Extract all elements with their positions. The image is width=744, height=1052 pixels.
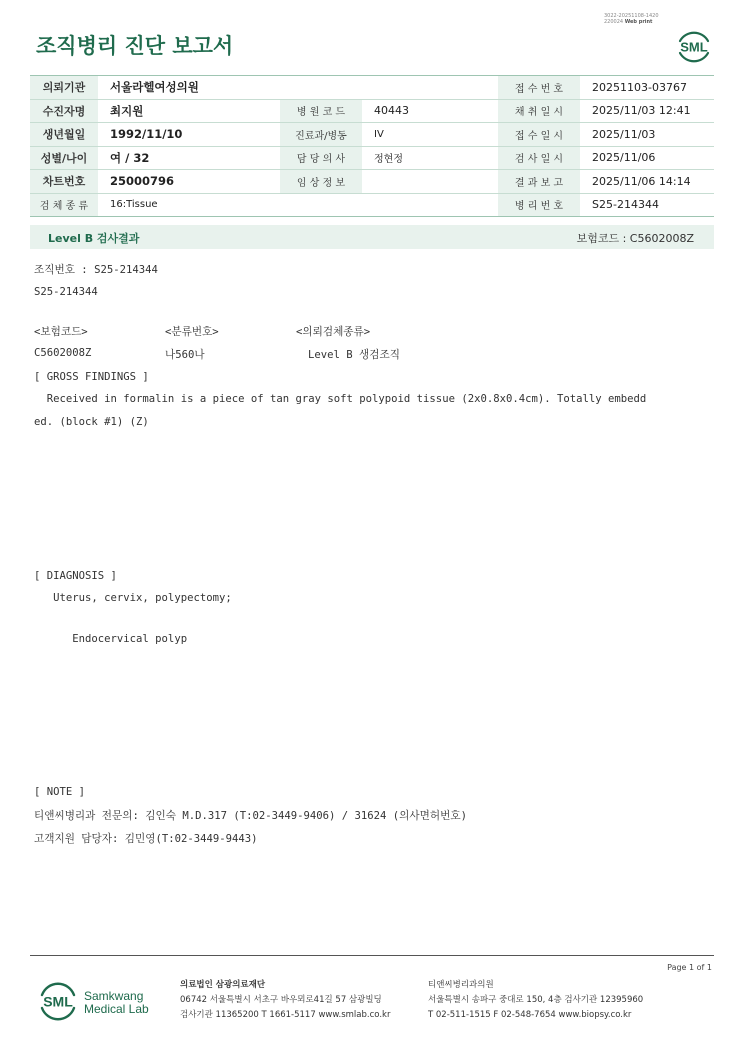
info-row bbox=[30, 170, 714, 194]
dept-value: IV bbox=[362, 123, 498, 147]
page-number: Page 1 of 1 bbox=[667, 963, 712, 972]
hospital-code-value: 40443 bbox=[362, 99, 498, 123]
footer-sml-address: 06742 서울특별시 서초구 바우뫼로41길 57 삼광빌딩 bbox=[180, 995, 382, 1005]
col-header-class: <분류번호> bbox=[165, 326, 219, 338]
print-code bbox=[604, 13, 659, 25]
footer-tnc-address: 서울특별시 송파구 중대로 150, 4층 검사기관 12395960 bbox=[428, 995, 644, 1005]
footer-tnc-name: 티앤씨병리과의원 bbox=[428, 980, 494, 990]
diagnosis-line-1: Uterus, cervix, polypectomy; bbox=[34, 592, 232, 604]
doctor-value: 정현정 bbox=[362, 146, 498, 170]
path-no-value: S25-214344 bbox=[580, 193, 714, 217]
col-header-specimen: <의뢰검체종류> bbox=[296, 326, 371, 338]
hospital-code-label: 병 원 코 드 bbox=[280, 99, 362, 123]
doctor-label: 담 당 의 사 bbox=[280, 146, 362, 170]
tissue-no: S25-214344 bbox=[34, 286, 98, 298]
clinical-label: 임 상 정 보 bbox=[280, 170, 362, 194]
level-title: Level B 검사결과 bbox=[48, 232, 140, 245]
level-bar bbox=[30, 225, 714, 249]
note-title: [ NOTE ] bbox=[34, 786, 86, 798]
diagnosis-title: [ DIAGNOSIS ] bbox=[34, 570, 117, 582]
info-row bbox=[30, 76, 714, 100]
info-row bbox=[30, 99, 714, 123]
footer-sml-contact: 검사기관 11365200 T 1661-5117 www.smlab.co.kr bbox=[180, 1010, 391, 1020]
brand-line-2: Medical Lab bbox=[84, 1002, 149, 1016]
dob-label: 생년월일 bbox=[30, 123, 98, 147]
patient-info-table bbox=[30, 75, 714, 217]
patient-value: 최지원 bbox=[98, 99, 280, 123]
sml-logo-icon bbox=[674, 25, 714, 65]
gross-line-1: Received in formalin is a piece of tan gray soft polypoid tissue (2x0.8x0.4cm). Totally embedd bbox=[34, 393, 647, 405]
diagnosis-line-2: Endocervical polyp bbox=[34, 633, 188, 645]
receipt-no-value: 20251103-03767 bbox=[580, 76, 714, 100]
col-header-insurance: <보험코드> bbox=[34, 326, 88, 338]
specimen-value: 16:Tissue bbox=[98, 193, 498, 217]
collect-date-value: 2025/11/03 12:41 bbox=[580, 99, 714, 123]
footer-tnc-contact: T 02-511-1515 F 02-548-7654 www.biopsy.co.kr bbox=[428, 1010, 632, 1020]
path-no-label: 병 리 번 호 bbox=[498, 193, 580, 217]
brand-name bbox=[84, 990, 149, 1016]
patient-label: 수진자명 bbox=[30, 99, 98, 123]
report-date-label: 결 과 보 고 bbox=[498, 170, 580, 194]
request-org-value: 서울라헬여성의원 bbox=[98, 76, 498, 100]
note-line-1: 티앤씨병리과 전문의: 김인숙 M.D.317 (T:02-3449-9406) / 31624 (의사면허번호) bbox=[34, 810, 467, 822]
receipt-date-value: 2025/11/03 bbox=[580, 123, 714, 147]
footer-sml-name: 의료법인 삼광의료재단 bbox=[180, 980, 266, 990]
note-line-2: 고객지원 담당자: 김민영(T:02-3449-9443) bbox=[34, 833, 258, 845]
sex-age-value: 여 / 32 bbox=[98, 146, 280, 170]
footer-sml-info bbox=[180, 978, 390, 1023]
collect-date-label: 채 취 일 시 bbox=[498, 99, 580, 123]
col-value-insurance: C5602008Z bbox=[34, 347, 92, 359]
specimen-label: 검 체 종 류 bbox=[30, 193, 98, 217]
page-title: 조직병리 진단 보고서 bbox=[36, 34, 234, 58]
receipt-date-label: 접 수 일 시 bbox=[498, 123, 580, 147]
footer-divider bbox=[30, 955, 714, 956]
sex-age-label: 성별/나이 bbox=[30, 146, 98, 170]
print-code-num: 220024 bbox=[604, 19, 624, 25]
print-code-line1: 3022-20251108-1420 bbox=[604, 13, 659, 19]
info-row bbox=[30, 123, 714, 147]
print-code-label: Web print bbox=[624, 19, 653, 25]
exam-date-label: 검 사 일 시 bbox=[498, 146, 580, 170]
info-row bbox=[30, 193, 714, 217]
gross-title: [ GROSS FINDINGS ] bbox=[34, 371, 149, 383]
sml-logo-text: SML bbox=[680, 39, 708, 55]
col-value-specimen: Level B 생검조직 bbox=[308, 349, 400, 361]
tissue-no-line: 조직번호 : S25-214344 bbox=[34, 264, 158, 276]
request-org-label: 의뢰기관 bbox=[30, 76, 98, 100]
sml-footer-logo-text: SML bbox=[43, 993, 73, 1010]
gross-line-2: ed. (block #1) (Z) bbox=[34, 416, 149, 428]
receipt-no-label: 접 수 번 호 bbox=[498, 76, 580, 100]
exam-date-value: 2025/11/06 bbox=[580, 146, 714, 170]
dept-label: 진료과/병동 bbox=[280, 123, 362, 147]
insurance-code: 보험코드 : C5602008Z bbox=[576, 232, 694, 245]
chart-no-label: 차트번호 bbox=[30, 170, 98, 194]
sml-footer-logo-icon bbox=[37, 979, 79, 1021]
dob-value: 1992/11/10 bbox=[98, 123, 280, 147]
footer-tnc-info bbox=[428, 978, 643, 1023]
info-row bbox=[30, 146, 714, 170]
chart-no-value: 25000796 bbox=[98, 170, 280, 194]
brand-line-1: Samkwang bbox=[84, 989, 144, 1003]
clinical-value bbox=[362, 170, 498, 194]
report-date-value: 2025/11/06 14:14 bbox=[580, 170, 714, 194]
col-value-class: 나560나 bbox=[165, 349, 205, 361]
